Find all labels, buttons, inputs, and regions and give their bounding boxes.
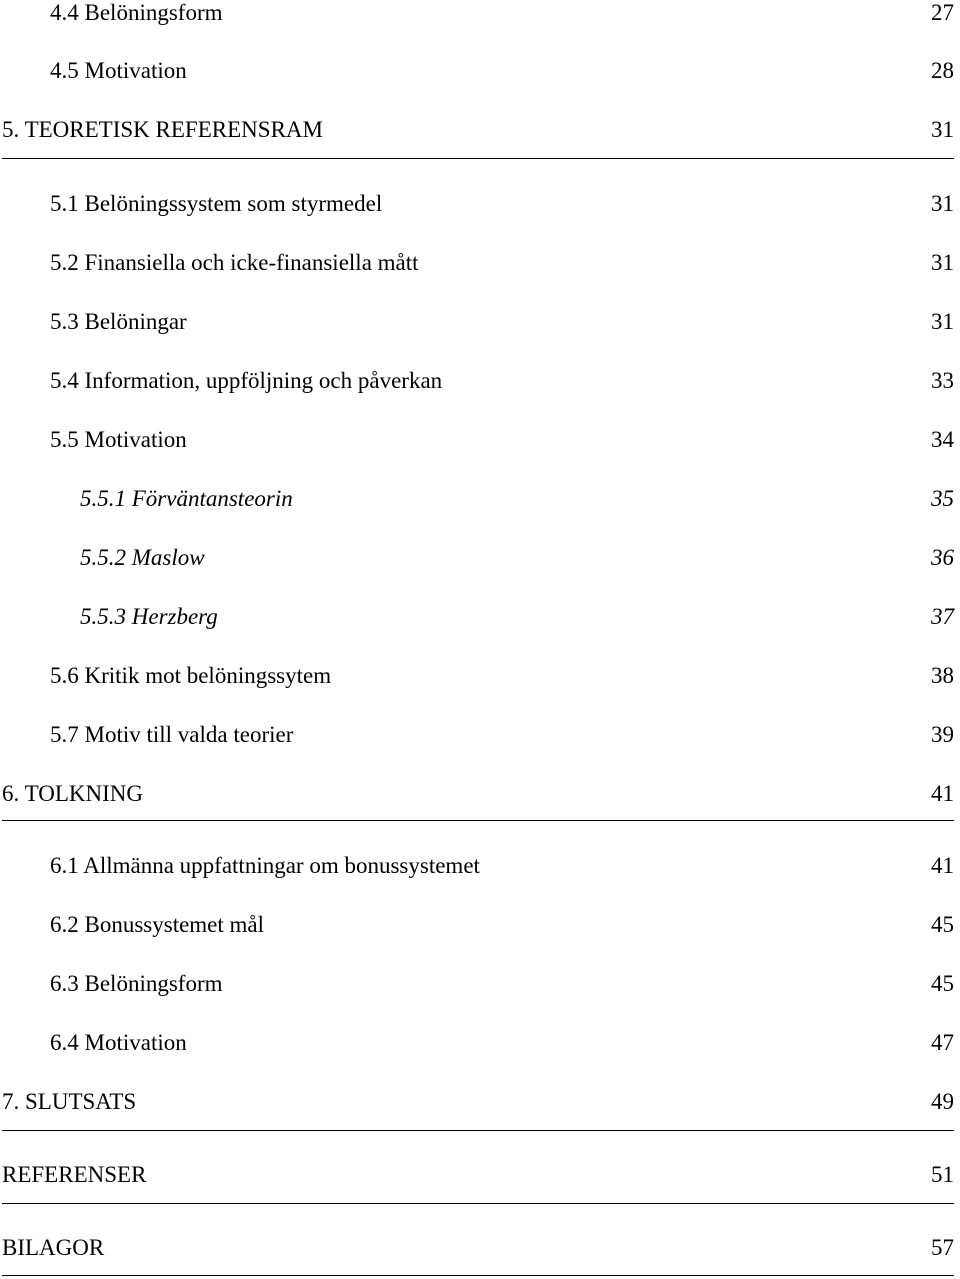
chapter-divider [2,1275,954,1276]
toc-entry-page: 41 [931,853,954,878]
toc-entry[interactable] [0,56,954,86]
toc-entry[interactable] [0,1028,954,1058]
toc-entry-page: 31 [931,117,954,142]
chapter-divider [2,1203,954,1204]
toc-entry-title: 6.4 Motivation [50,1030,187,1055]
toc-entry[interactable] [0,425,954,455]
toc-entry-title: 5.5.2 Maslow [80,545,205,570]
toc-entry-page: 34 [931,427,954,452]
toc-entry-title: 5.4 Information, uppföljning och påverkan [50,368,443,393]
toc-entry-page: 31 [931,191,954,216]
toc-entry-subsection[interactable] [0,602,954,632]
toc-entry-chapter[interactable] [0,115,954,145]
toc-entry-title: 5.5.1 Förväntansteorin [80,486,293,511]
toc-entry[interactable] [0,366,954,396]
toc-entry-chapter[interactable] [0,1233,954,1263]
toc-entry-title: 5.7 Motiv till valda teorier [50,722,294,747]
toc-entry-title: 6.2 Bonussystemet mål [50,912,265,937]
chapter-divider [2,1130,954,1131]
toc-entry-title: 6.1 Allmänna uppfattningar om bonussystemet [50,853,480,878]
toc-entry[interactable] [0,910,954,940]
toc-entry-title: 5.2 Finansiella och icke-finansiella mått [50,250,419,275]
toc-entry[interactable] [0,189,954,219]
toc-entry-page: 47 [931,1030,954,1055]
toc-entry[interactable] [0,248,954,278]
toc-entry-page: 51 [931,1162,954,1187]
toc-entry-title: 5.1 Belöningssystem som styrmedel [50,191,383,216]
toc-entry-title: 4.5 Motivation [50,58,187,83]
toc-entry-page: 28 [931,58,954,83]
toc-entry-page: 31 [931,309,954,334]
toc-entry[interactable] [0,720,954,750]
toc-entry[interactable] [0,851,954,881]
toc-entry-page: 37 [931,604,954,629]
toc-entry-title: 5.3 Belöningar [50,309,187,334]
toc-entry-page: 38 [931,663,954,688]
toc-entry-page: 35 [931,486,954,511]
toc-entry-title: 5.6 Kritik mot belöningssytem [50,663,332,688]
toc-entry[interactable] [0,969,954,999]
chapter-divider [2,158,954,159]
toc-entry-page: 33 [931,368,954,393]
toc-entry-title: BILAGOR [2,1235,105,1260]
toc-entry-title: 7. SLUTSATS [2,1089,137,1114]
toc-entry[interactable] [0,661,954,691]
toc-entry-title: 6. TOLKNING [2,781,143,806]
toc-entry[interactable] [0,0,954,28]
toc-entry-chapter[interactable] [0,1160,954,1190]
toc-entry-title: 5. TEORETISK REFERENSRAM [2,117,323,142]
toc-entry-page: 27 [931,0,954,25]
toc-entry-title: 6.3 Belöningsform [50,971,223,996]
toc-entry-page: 31 [931,250,954,275]
toc-entry-page: 39 [931,722,954,747]
toc-entry-subsection[interactable] [0,484,954,514]
toc-entry-chapter[interactable] [0,1087,954,1117]
toc-entry[interactable] [0,307,954,337]
toc-entry-title: 4.4 Belöningsform [50,0,223,25]
toc-entry-page: 49 [931,1089,954,1114]
chapter-divider [2,820,954,821]
toc-entry-page: 41 [931,781,954,806]
toc-entry-page: 45 [931,971,954,996]
toc-entry-title: REFERENSER [2,1162,147,1187]
toc-entry-title: 5.5.3 Herzberg [80,604,218,629]
toc-entry-page: 36 [931,545,954,570]
toc-entry-chapter[interactable] [0,779,954,809]
toc-entry-page: 45 [931,912,954,937]
toc-entry-subsection[interactable] [0,543,954,573]
toc-entry-title: 5.5 Motivation [50,427,187,452]
toc-entry-page: 57 [931,1235,954,1260]
